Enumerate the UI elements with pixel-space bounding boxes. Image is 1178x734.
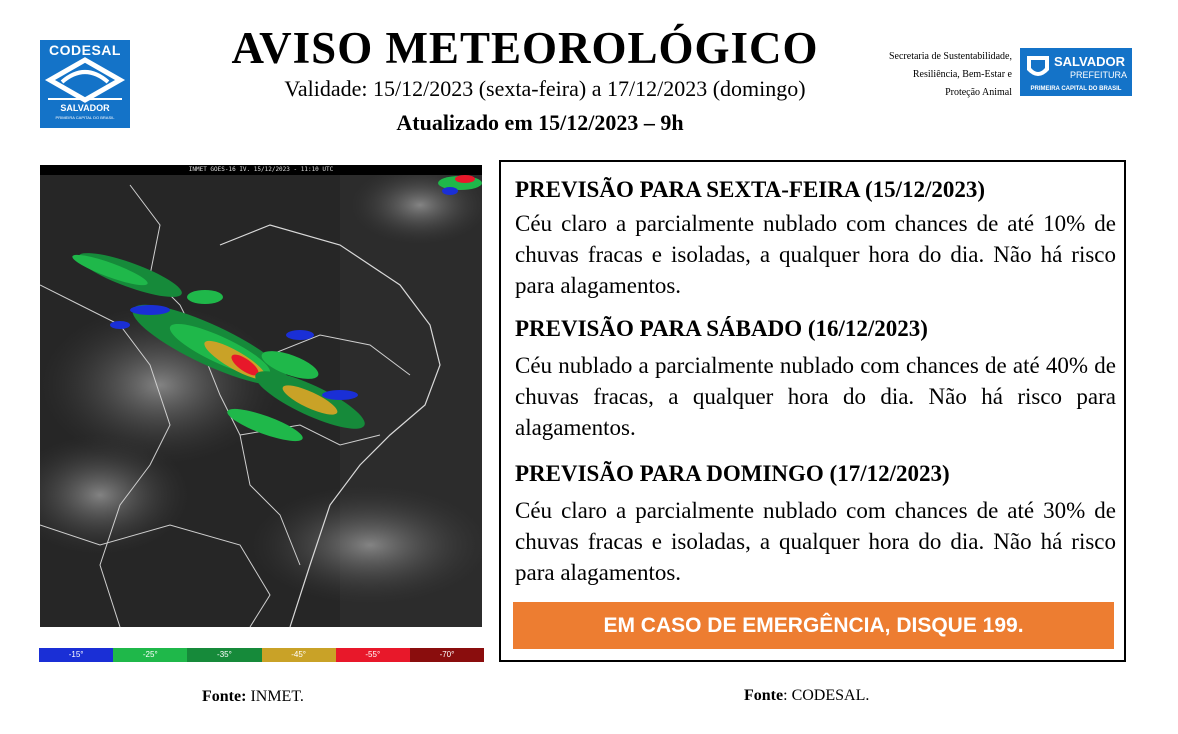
- validity-text: Validade: 15/12/2023 (sexta-feira) a 17/12/2023 (domingo): [284, 76, 806, 101]
- source-inmet-value: INMET.: [250, 688, 304, 705]
- codesal-logo: [40, 40, 130, 128]
- updated-text: Atualizado em 15/12/2023 – 9h: [396, 110, 684, 135]
- satellite-image: [40, 165, 482, 627]
- satellite-header: INMET GOES-16 IV. 15/12/2023 - 11:10 UTC: [40, 165, 482, 175]
- codesal-logo-sub: SALVADOR: [60, 103, 110, 113]
- salvador-logo-prefeitura: PREFEITURA: [1070, 70, 1128, 80]
- saturday-heading: PREVISÃO PARA SÁBADO (16/12/2023): [515, 316, 928, 341]
- friday-heading: PREVISÃO PARA SEXTA-FEIRA (15/12/2023): [515, 177, 986, 202]
- friday-text: Céu claro a parcialmente nublado com chances de até 10% de chuvas fracas e isoladas, a qualquer hora do dia. Não há risco para alagamentos.: [515, 211, 1116, 298]
- saturday-text: Céu nublado a parcialmente nublado com chances de até 40% de chuvas fracas, a qualquer hora do dia. Não há risco para alagamentos.: [515, 353, 1116, 440]
- legend-segment: -35°: [187, 648, 261, 662]
- salvador-logo-caption: PRIMEIRA CAPITAL DO BRASIL: [1030, 86, 1122, 92]
- source-label: Fonte: [202, 688, 242, 705]
- satellite-map: [40, 165, 482, 627]
- emergency-banner: EM CASO DE EMERGÊNCIA, DISQUE 199.: [513, 602, 1114, 649]
- secretaria-line: Resiliência, Bem-Estar e: [912, 69, 1012, 80]
- codesal-logo-sub2: PRIMEIRA CAPITAL DO BRASIL: [55, 115, 115, 120]
- source-inmet: Fonte: INMET.: [202, 688, 304, 705]
- legend-segment: -25°: [113, 648, 187, 662]
- secretaria-line: Secretaria de Sustentabilidade,: [888, 51, 1012, 62]
- sunday-text: Céu claro a parcialmente nublado com chances de até 30% de chuvas fracas e isoladas, a qualquer hora do dia. Não há risco para alagamentos.: [515, 498, 1116, 585]
- codesal-logo-name: CODESAL: [49, 42, 121, 58]
- source-codesal: Fonte: CODESAL.: [744, 687, 870, 704]
- page-title: AVISO METEOROLÓGICO: [231, 23, 819, 73]
- legend-segment: -70°: [410, 648, 484, 662]
- salvador-crest-icon: [1025, 54, 1051, 82]
- salvador-logo-name: SALVADOR: [1054, 54, 1126, 69]
- salvador-prefeitura-logo: [1020, 48, 1132, 96]
- temperature-legend: [39, 648, 484, 662]
- source-label: Fonte: [744, 687, 784, 704]
- source-codesal-value: CODESAL.: [791, 687, 870, 704]
- legend-segment: -15°: [39, 648, 113, 662]
- legend-segment: -55°: [336, 648, 410, 662]
- forecast-box: [499, 160, 1126, 662]
- secretaria-text: [862, 48, 1012, 102]
- secretaria-line: Proteção Animal: [945, 87, 1012, 98]
- sunday-heading: PREVISÃO PARA DOMINGO (17/12/2023): [515, 461, 950, 486]
- legend-segment: -45°: [262, 648, 336, 662]
